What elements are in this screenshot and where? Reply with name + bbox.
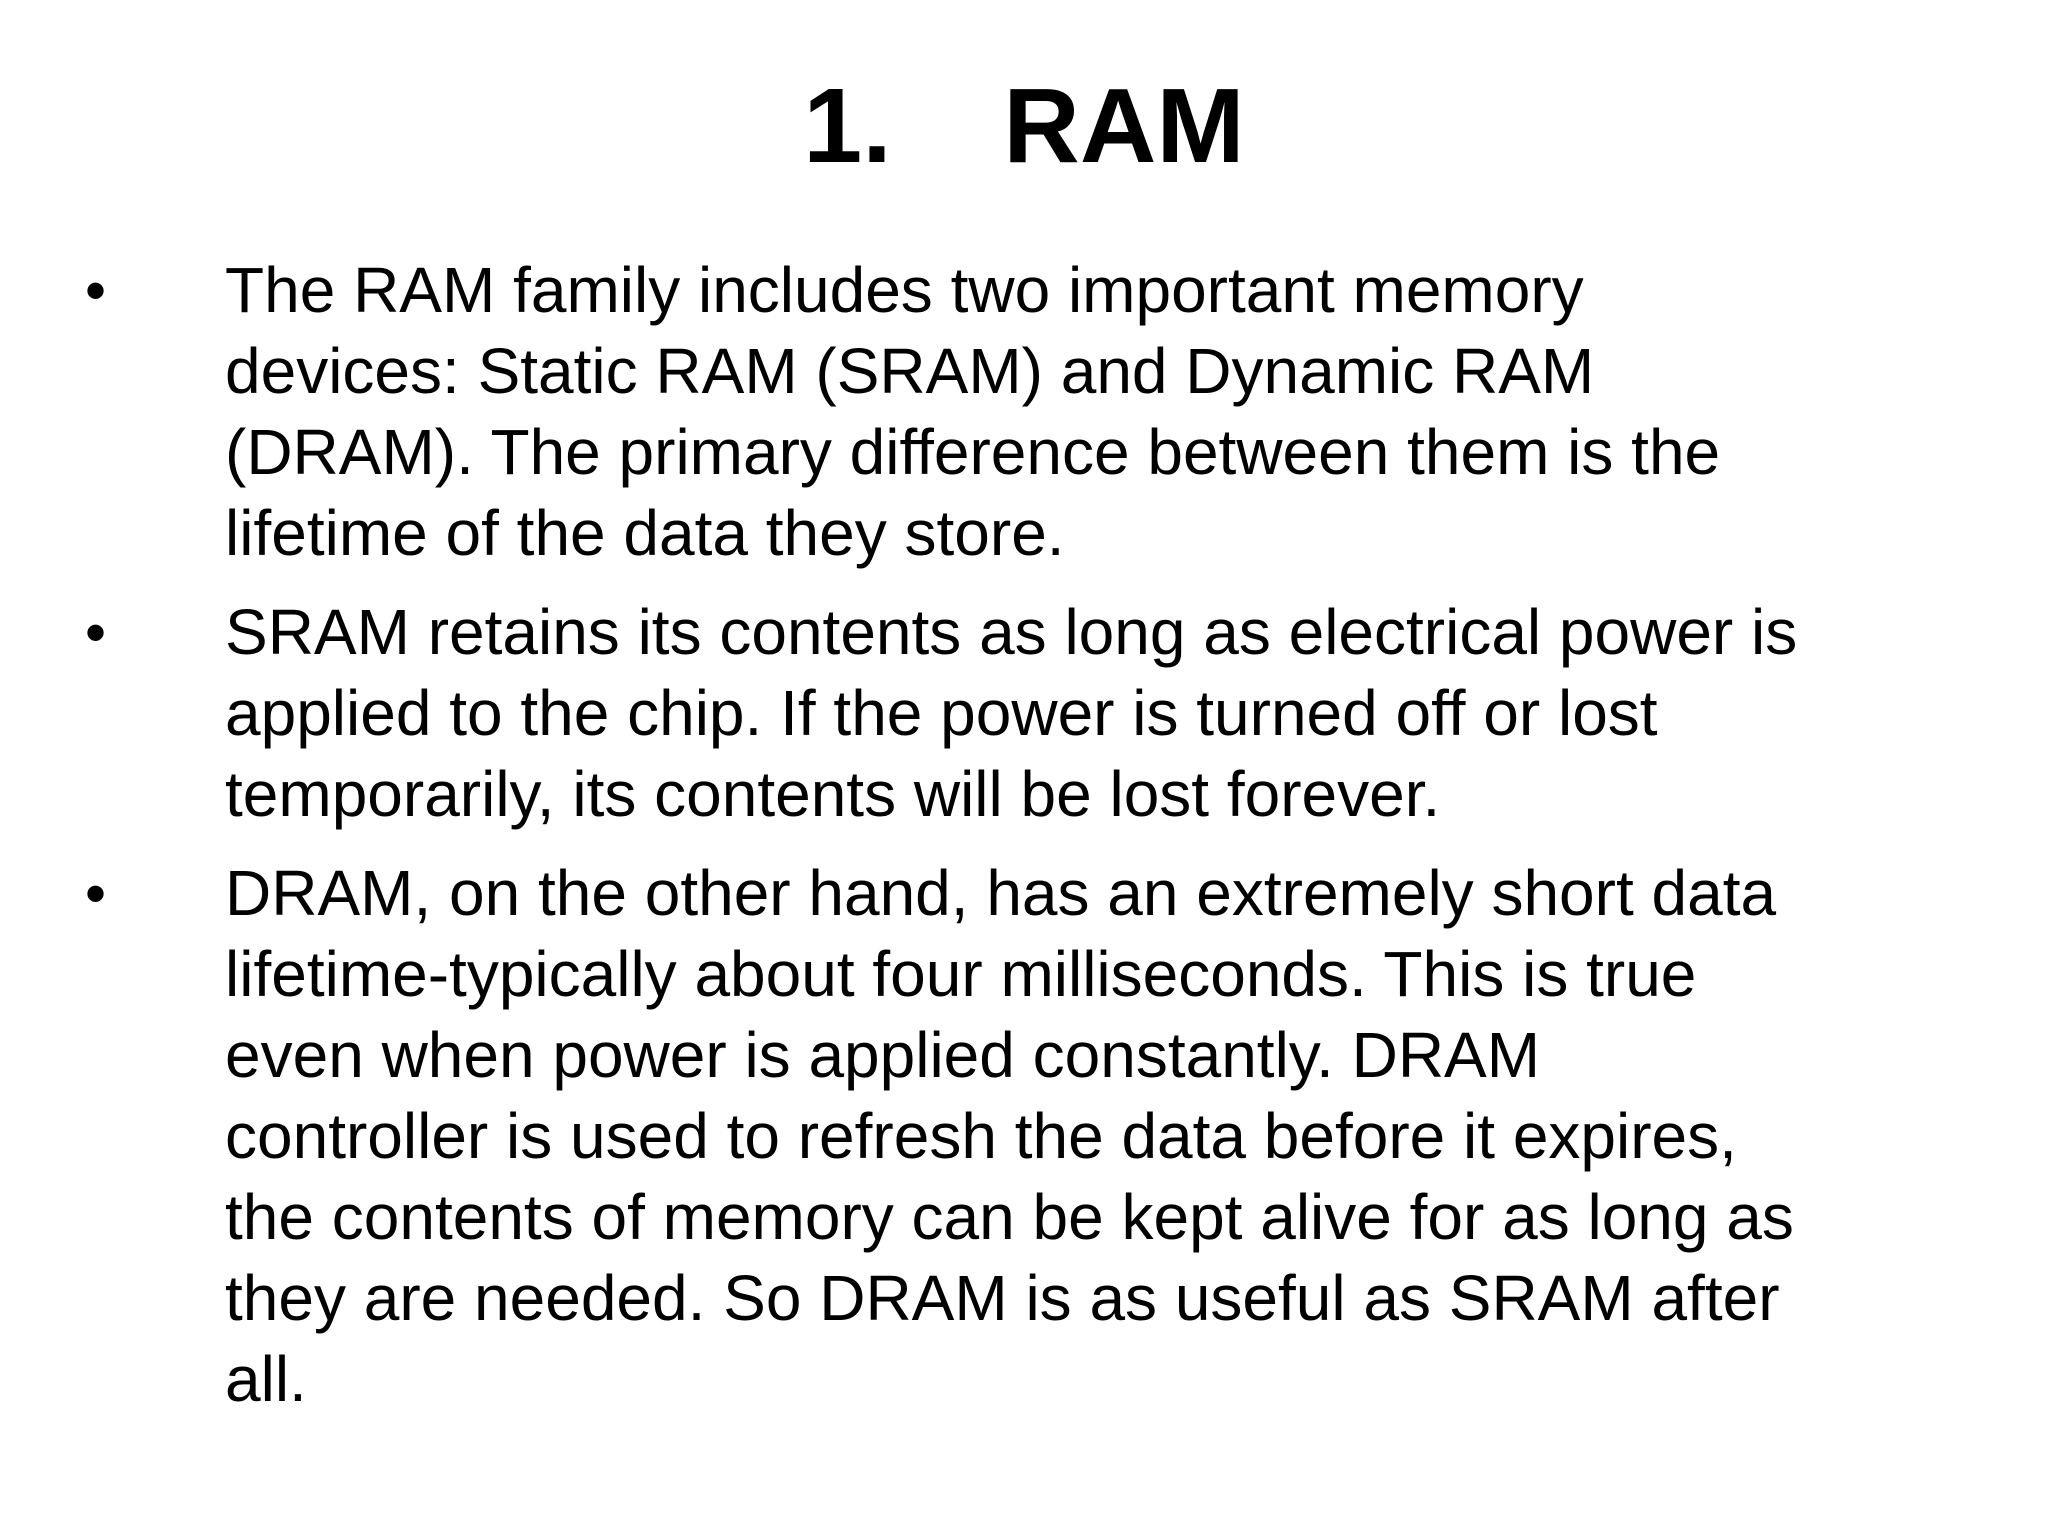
bullet-point-icon: • [85,257,107,324]
bullet-text-line: the contents of memory can be kept alive for as long as [225,1181,1794,1253]
bullet-point-icon: • [85,599,107,666]
bullet-point-icon: • [85,860,107,927]
bullet-list [85,250,1945,1438]
bullet-item-sram [85,592,1945,835]
bullet-text-line: temporarily, its contents will be lost forever. [225,758,1441,830]
bullet-text-line: all. [225,1343,307,1415]
bullet-text-line: (DRAM). The primary difference between them is the [225,416,1721,488]
bullet-item-ram-family [85,250,1945,574]
bullet-text-line: lifetime of the data they store. [225,497,1065,569]
bullet-text-line: controller is used to refresh the data before it expires, [225,1100,1737,1172]
bullet-item-dram [85,853,1945,1420]
bullet-text-line: devices: Static RAM (SRAM) and Dynamic RAM [225,335,1595,407]
bullet-text-line: they are needed. So DRAM is as useful as SRAM after [225,1262,1780,1334]
bullet-text-line: DRAM, on the other hand, has an extremely short data [225,857,1777,929]
bullet-text-line: applied to the chip. If the power is turned off or lost [225,677,1658,749]
bullet-text-line: SRAM retains its contents as long as electrical power is [225,596,1798,668]
bullet-text-line: The RAM family includes two important memory [225,254,1584,326]
slide-title-number: 1. [803,67,892,185]
slide-title [0,66,2048,186]
bullet-text-line: even when power is applied constantly. DRAM [225,1019,1541,1091]
bullet-text-line: lifetime-typically about four milliseconds. This is true [225,938,1697,1010]
slide-title-text: RAM [1003,67,1245,185]
